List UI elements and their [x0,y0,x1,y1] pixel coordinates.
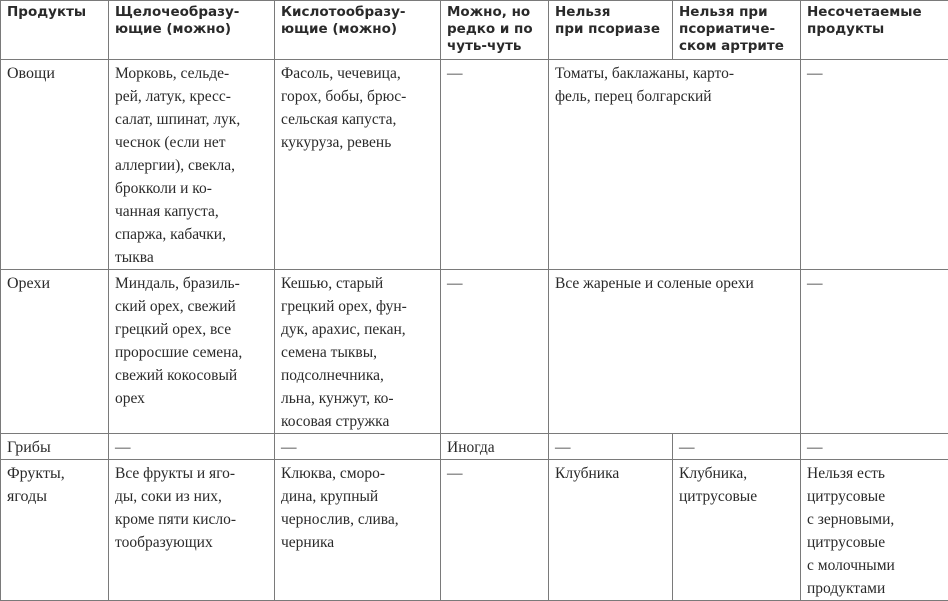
table-row-mushrooms [1,434,948,460]
cell-acidic: Фасоль, чечевица, горох, бобы, брюс- сельская капуста, кукуруза, ревень [275,60,441,270]
cell-rarely: Иногда [441,434,549,460]
header-rarely: Можно, но редко и по чуть-чуть [441,1,549,60]
cell-psoriasis-arthritis: Все жареные и соленые орехи [549,270,801,434]
cell-rarely: — [441,60,549,270]
cell-incompatible: Нельзя есть цитрусовые с зерновыми, цитрусовые с молочными продуктами [801,460,948,601]
header-acidic: Кислотообразу- ющие (можно) [275,1,441,60]
cell-alkaline: — [109,434,275,460]
table-header-row [1,1,948,60]
header-psoriasis: Нельзя при псориазе [549,1,673,60]
cell-alkaline: Морковь, сельде- рей, латук, кресс- салат, шпинат, лук, чеснок (если нет аллергии), свекла, брокколи и ко- чанная капуста, спаржа, кабачки, тыква [109,60,275,270]
cell-incompatible: — [801,270,948,434]
cell-product: Грибы [1,434,109,460]
header-arthritis: Нельзя при псориатиче- ском артрите [673,1,801,60]
cell-arthritis: Клубника, цитрусовые [673,460,801,601]
cell-psoriasis: Клубника [549,460,673,601]
cell-incompatible: — [801,60,948,270]
table-row-nuts [1,270,948,434]
cell-psoriasis: — [549,434,673,460]
cell-incompatible: — [801,434,948,460]
cell-product: Овощи [1,60,109,270]
table-row-vegetables [1,60,948,270]
cell-product: Фрукты, ягоды [1,460,109,601]
cell-rarely: — [441,460,549,601]
cell-arthritis: — [673,434,801,460]
cell-rarely: — [441,270,549,434]
header-incompatible: Несочетаемые продукты [801,1,948,60]
cell-alkaline: Все фрукты и яго- ды, соки из них, кроме пяти кисло- тообразующих [109,460,275,601]
cell-acidic: — [275,434,441,460]
cell-alkaline: Миндаль, бразиль- ский орех, свежий грецкий орех, все проросшие семена, свежий кокосовый орех [109,270,275,434]
header-products: Продукты [1,1,109,60]
header-alkaline: Щелочеобразу- ющие (можно) [109,1,275,60]
cell-acidic: Кешью, старый грецкий орех, фун- дук, арахис, пекан, семена тыквы, подсолнечника, льна, кунжут, ко- косовая стружка [275,270,441,434]
table-row-fruits-berries [1,460,948,601]
cell-psoriasis-arthritis: Томаты, баклажаны, карто- фель, перец болгарский [549,60,801,270]
cell-product: Орехи [1,270,109,434]
cell-acidic: Клюква, сморо- дина, крупный чернослив, слива, черника [275,460,441,601]
